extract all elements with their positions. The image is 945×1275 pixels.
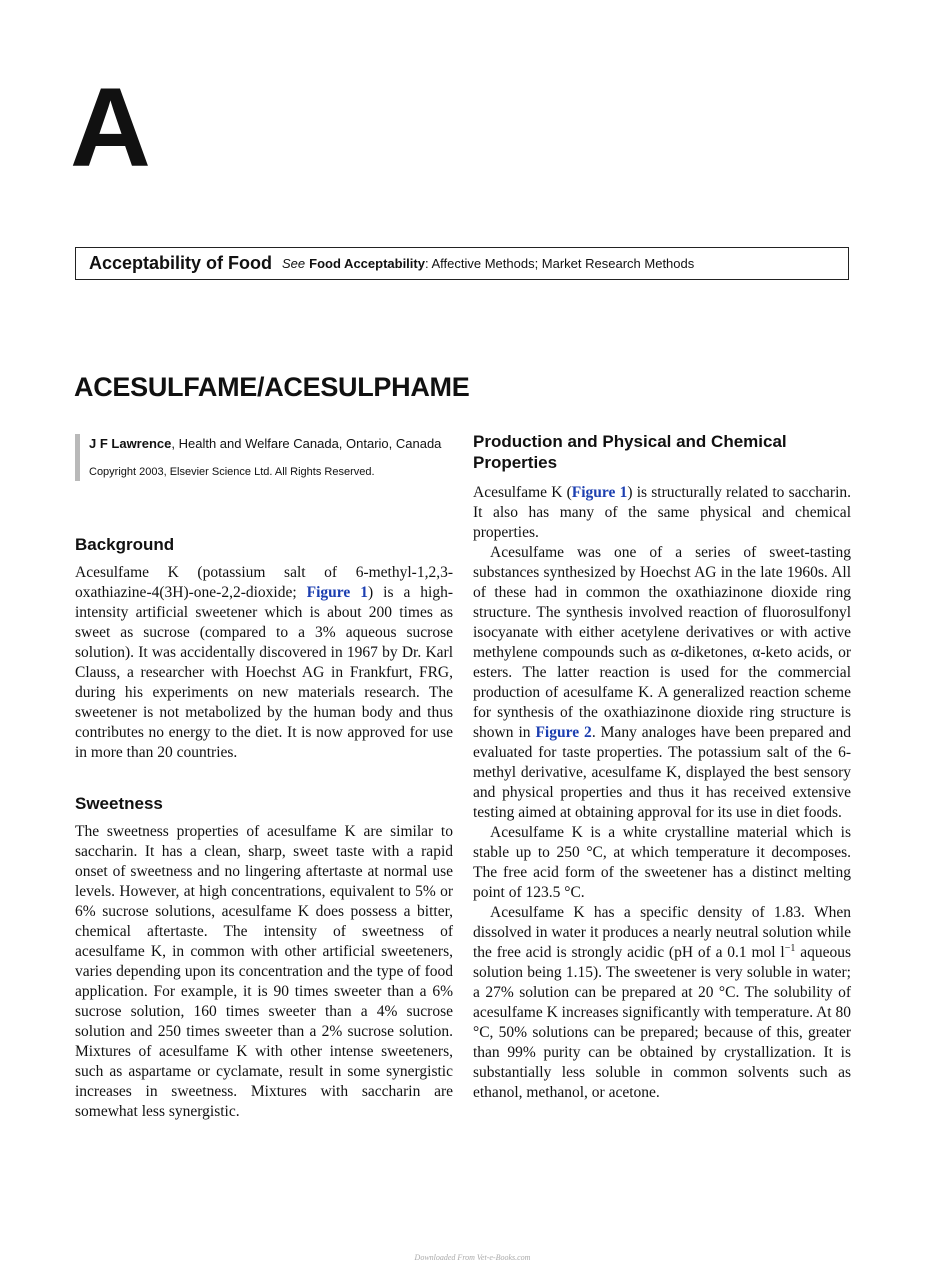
copyright-notice: Copyright 2003, Elsevier Science Ltd. All Rights Reserved. bbox=[89, 466, 375, 478]
author-affiliation: , Health and Welfare Canada, Ontario, Canada bbox=[171, 436, 442, 451]
download-watermark: Downloaded From Vet-e-Books.com bbox=[414, 1253, 531, 1262]
text-run: Acesulfame K (potassium salt of 6-methyl-1,2,3-oxathiazine-4(3H)-one-2,2-dioxide; bbox=[75, 564, 453, 601]
crossref-term: Acceptability of Food bbox=[89, 253, 273, 273]
production-paragraph-2 bbox=[473, 543, 851, 823]
production-paragraph-1 bbox=[473, 483, 851, 543]
figure-1-link[interactable]: Figure 1 bbox=[571, 484, 628, 501]
cross-reference-box bbox=[75, 247, 849, 280]
right-column bbox=[473, 431, 851, 1103]
left-column bbox=[75, 534, 453, 1122]
article-title: ACESULFAME/ACESULPHAME bbox=[74, 372, 470, 402]
background-paragraph bbox=[75, 563, 453, 763]
section-letter: A bbox=[70, 65, 149, 190]
author-name: J F Lawrence bbox=[89, 436, 172, 451]
production-paragraph-4 bbox=[473, 903, 851, 1103]
text-run: ) is structurally related to saccharin. It also has many of the same physical and chemical properties. bbox=[473, 484, 852, 541]
heading-sweetness: Sweetness bbox=[75, 794, 163, 813]
production-paragraph-3: Acesulfame K is a white crystalline material which is stable up to 250 °C, at which temperature it decomposes. The free acid form of the sweetener has a distinct melting point of 123.5 °C. bbox=[473, 824, 851, 901]
heading-production: Production and Physical and Chemical Properties bbox=[473, 432, 787, 472]
text-run: Acesulfame K ( bbox=[473, 484, 572, 501]
heading-background: Background bbox=[75, 535, 175, 554]
crossref-rest: : Affective Methods; Market Research Methods bbox=[424, 256, 695, 271]
superscript: −1 bbox=[784, 942, 796, 954]
author-line bbox=[89, 434, 445, 453]
figure-1-link[interactable]: Figure 1 bbox=[306, 584, 368, 601]
author-block bbox=[75, 434, 445, 481]
text-run: Acesulfame was one of a series of sweet-tasting substances synthesized by Hoechst AG in the late 1960s. All of these had in common the oxathiazinone dioxide ring structure. The synthesis involved reaction of fluorosulfonyl isocyanate with either acetylene derivatives or with active methylene compounds such as α-diketones, α-keto acids, or esters. The latter reaction is used for the commercial production of acesulfame K. A generalized reaction scheme for synthesis of the oxathiazinone dioxide ring structure is shown in bbox=[473, 544, 851, 741]
crossref-see: See bbox=[282, 256, 306, 271]
text-run: Acesulfame K has a specific density of 1.83. When dissolved in water it produces a nearly neutral solution while the free acid is strongly acidic (pH of a 0.1 mol l bbox=[473, 904, 851, 961]
crossref-target-link[interactable]: Food Acceptability bbox=[309, 256, 425, 271]
sweetness-paragraph: The sweetness properties of acesulfame K are similar to saccharin. It has a clean, sharp, sweet taste with a rapid onset of sweetness and no lingering aftertaste at normal use levels. However, at high concentrations, equivalent to 5% or 6% sucrose solutions, acesulfame K does possess a bitter, chemical aftertaste. The intensity of sweetness of acesulfame K, in common with other artificial sweeteners, varies depending upon its concentration and the type of food application. For example, it is 90 times sweeter than a 6% sucrose solution, 160 times sweeter than a 4% sucrose solution and 250 times sweeter than a 2% sucrose solution. Mixtures of acesulfame K with other intense sweeteners, such as aspartame or cyclamate, result in some synergistic increases in sweetness. Mixtures with saccharin are somewhat less synergistic. bbox=[75, 823, 453, 1120]
text-run: aqueous solution being 1.15). The sweetener is very soluble in water; a 27% solution can be prepared at 20 °C. The solubility of acesulfame K increases significantly with temperature. At 80 °C, 50% solutions can be prepared; because of this, greater than 99% purity can be obtained by crystallization. It is substantially less soluble in common solvents such as ethanol, methanol, or acetone. bbox=[473, 944, 852, 1101]
figure-2-link[interactable]: Figure 2 bbox=[535, 724, 592, 741]
text-run: . Many analoges have been prepared and evaluated for taste properties. The potassium salt of the 6-methyl derivative, acesulfame K, displayed the best sensory and physical properties and thus it has received extensive testing aimed at obtaining approval for its use in diet foods. bbox=[473, 724, 851, 821]
text-run: ) is a high-intensity artificial sweetener which is about 200 times as sweet as sucrose (compared to a 3% aqueous sucrose solution). It was accidentally discovered in 1967 by Dr. Karl Clauss, a researcher with Hoechst AG in Frankfurt, FRG, during his experiments on new materials research. The sweetener is not metabolized by the human body and thus contributes no energy to the diet. It is now approved for use in more than 20 countries. bbox=[75, 584, 454, 761]
